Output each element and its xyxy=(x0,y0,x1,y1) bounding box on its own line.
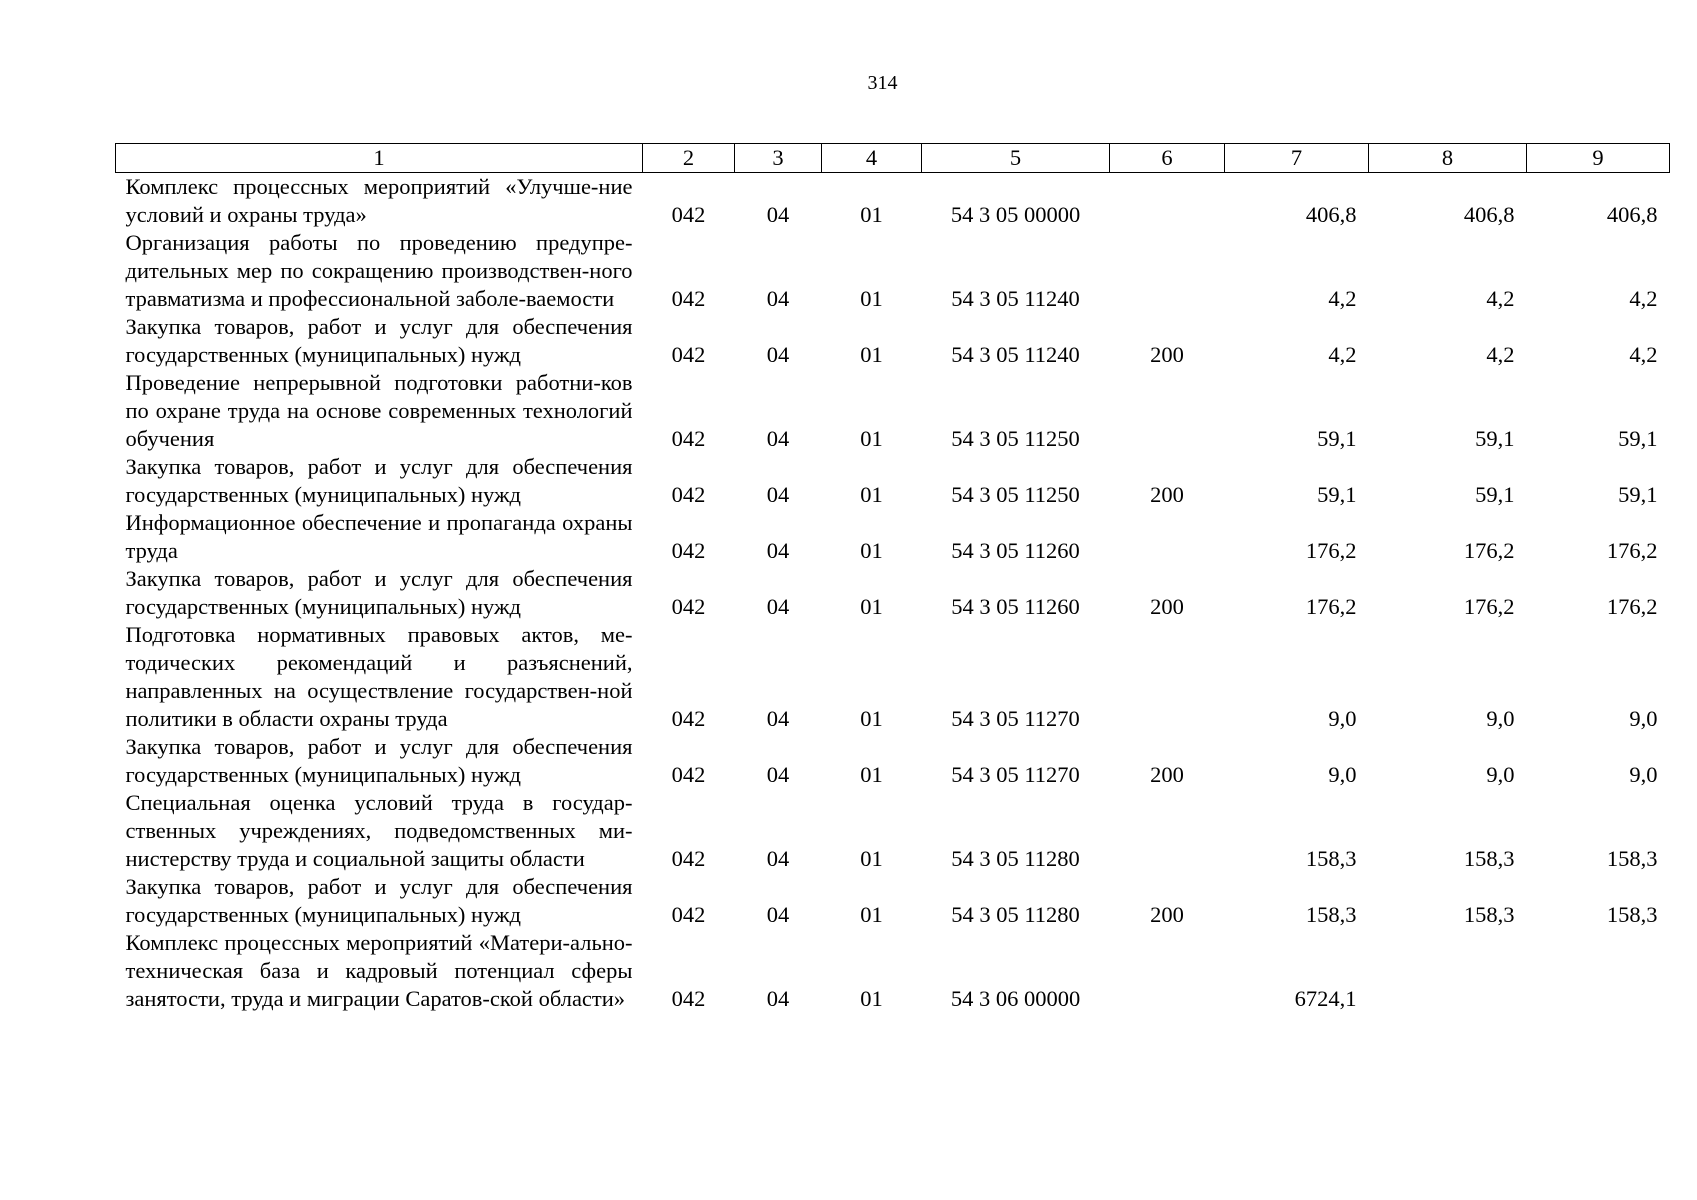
column-header: 6 xyxy=(1110,144,1225,173)
expense-type-cell xyxy=(1110,789,1225,873)
amount-cell: 9,0 xyxy=(1328,762,1357,787)
amount-cell: 9,0 xyxy=(1328,706,1357,731)
amount-cell: 158,3 xyxy=(1305,846,1357,871)
code-cell: 042 xyxy=(671,706,706,731)
section-cell: 04 xyxy=(766,538,790,563)
amount-cell: 176,2 xyxy=(1305,594,1357,619)
amount-cell: 158,3 xyxy=(1606,902,1658,927)
amount-cell: 4,2 xyxy=(1486,286,1515,311)
expense-type-cell: 200 xyxy=(1150,902,1184,927)
table-row xyxy=(116,313,1670,369)
amount-cell: 176,2 xyxy=(1606,538,1658,563)
code-cell: 042 xyxy=(671,286,706,311)
amount-cell: 158,3 xyxy=(1305,902,1357,927)
subsection-cell: 01 xyxy=(860,286,883,311)
table-row xyxy=(116,621,1670,733)
expense-type-cell xyxy=(1110,173,1225,230)
section-cell: 04 xyxy=(766,342,790,367)
expense-type-cell xyxy=(1110,509,1225,565)
table-row xyxy=(116,173,1670,230)
target-article-cell: 54 3 05 11250 xyxy=(951,482,1080,507)
subsection-cell: 01 xyxy=(860,762,883,787)
target-article-cell: 54 3 06 00000 xyxy=(950,986,1081,1011)
expense-type-cell xyxy=(1110,621,1225,733)
amount-cell: 158,3 xyxy=(1463,846,1515,871)
section-cell: 04 xyxy=(766,846,790,871)
section-cell: 04 xyxy=(766,286,790,311)
section-cell: 04 xyxy=(766,202,790,227)
code-cell: 042 xyxy=(671,426,706,451)
item-name-cell: Информационное обеспечение и пропаганда охраны труда xyxy=(125,510,633,563)
table-row xyxy=(116,369,1670,453)
item-name-cell: Закупка товаров, работ и услуг для обеспечения государственных (муниципальных) нужд xyxy=(125,566,633,619)
amount-cell: 176,2 xyxy=(1463,538,1515,563)
target-article-cell: 54 3 05 11280 xyxy=(951,902,1080,927)
table-row xyxy=(116,789,1670,873)
code-cell: 042 xyxy=(671,202,706,227)
expense-type-cell: 200 xyxy=(1150,762,1184,787)
item-name-cell: Проведение непрерывной подготовки работни-ков по охране труда на основе современных технологий обучения xyxy=(125,370,633,451)
amount-cell: 4,2 xyxy=(1629,286,1658,311)
code-cell: 042 xyxy=(671,482,706,507)
subsection-cell: 01 xyxy=(860,902,883,927)
header-row xyxy=(116,144,1670,173)
page-number: 314 xyxy=(867,72,898,94)
amount-cell: 59,1 xyxy=(1317,426,1357,451)
code-cell: 042 xyxy=(671,538,706,563)
expense-type-cell xyxy=(1110,369,1225,453)
column-header: 4 xyxy=(822,144,922,173)
item-name-cell: Закупка товаров, работ и услуг для обеспечения государственных (муниципальных) нужд xyxy=(125,454,633,507)
amount-cell: 158,3 xyxy=(1463,902,1515,927)
target-article-cell: 54 3 05 11250 xyxy=(951,426,1080,451)
table-row xyxy=(116,229,1670,313)
code-cell: 042 xyxy=(671,762,706,787)
amount-cell: 59,1 xyxy=(1475,482,1515,507)
item-name-cell: Комплекс процессных мероприятий «Улучше-ние условий и охраны труда» xyxy=(125,174,633,227)
target-article-cell: 54 3 05 11280 xyxy=(951,846,1080,871)
expense-type-cell: 200 xyxy=(1150,342,1184,367)
amount-cell: 406,8 xyxy=(1606,202,1658,227)
expense-type-cell: 200 xyxy=(1150,594,1184,619)
column-header: 8 xyxy=(1369,144,1527,173)
amount-cell: 176,2 xyxy=(1305,538,1357,563)
expense-type-cell: 200 xyxy=(1150,482,1184,507)
subsection-cell: 01 xyxy=(860,986,883,1011)
amount-cell: 4,2 xyxy=(1629,342,1658,367)
section-cell: 04 xyxy=(766,426,790,451)
subsection-cell: 01 xyxy=(860,706,883,731)
column-header: 1 xyxy=(116,144,643,173)
target-article-cell: 54 3 05 00000 xyxy=(950,202,1081,227)
expense-type-cell xyxy=(1110,929,1225,1013)
amount-cell: 9,0 xyxy=(1486,762,1515,787)
target-article-cell: 54 3 05 11270 xyxy=(951,706,1080,731)
table-row xyxy=(116,873,1670,929)
subsection-cell: 01 xyxy=(860,594,883,619)
amount-cell: 59,1 xyxy=(1475,426,1515,451)
section-cell: 04 xyxy=(766,706,790,731)
column-header: 7 xyxy=(1225,144,1369,173)
amount-cell: 9,0 xyxy=(1629,706,1658,731)
target-article-cell: 54 3 05 11260 xyxy=(951,538,1080,563)
subsection-cell: 01 xyxy=(860,202,883,227)
target-article-cell: 54 3 05 11240 xyxy=(951,342,1080,367)
section-cell: 04 xyxy=(766,482,790,507)
amount-cell: 6724,1 xyxy=(1294,986,1357,1011)
expense-type-cell xyxy=(1110,229,1225,313)
item-name-cell: Закупка товаров, работ и услуг для обеспечения государственных (муниципальных) нужд xyxy=(125,314,633,367)
subsection-cell: 01 xyxy=(860,538,883,563)
section-cell: 04 xyxy=(766,902,790,927)
target-article-cell: 54 3 05 11260 xyxy=(951,594,1080,619)
column-header: 9 xyxy=(1527,144,1670,173)
amount-cell: 406,8 xyxy=(1305,202,1357,227)
amount-cell: 4,2 xyxy=(1328,342,1357,367)
amount-cell: 59,1 xyxy=(1618,426,1658,451)
table-row xyxy=(116,453,1670,509)
subsection-cell: 01 xyxy=(860,846,883,871)
target-article-cell: 54 3 05 11240 xyxy=(951,286,1080,311)
item-name-cell: Закупка товаров, работ и услуг для обеспечения государственных (муниципальных) нужд xyxy=(125,734,633,787)
item-name-cell: Комплекс процессных мероприятий «Матери-ально-техническая база и кадровый потенциал сферы занятости, труда и миграции Саратов-ской области» xyxy=(125,930,633,1011)
item-name-cell: Подготовка нормативных правовых актов, ме-тодических рекомендаций и разъяснений, направленных на осуществление государствен-ной политики в области охраны труда xyxy=(125,622,633,731)
amount-cell: 4,2 xyxy=(1328,286,1357,311)
item-name-cell: Закупка товаров, работ и услуг для обеспечения государственных (муниципальных) нужд xyxy=(125,874,633,927)
code-cell: 042 xyxy=(671,594,706,619)
table-row xyxy=(116,509,1670,565)
budget-table xyxy=(115,143,1670,1013)
subsection-cell: 01 xyxy=(860,426,883,451)
column-header: 2 xyxy=(643,144,735,173)
amount-cell xyxy=(1369,929,1527,1013)
section-cell: 04 xyxy=(766,594,790,619)
table-row xyxy=(116,929,1670,1013)
amount-cell: 158,3 xyxy=(1606,846,1658,871)
amount-cell: 59,1 xyxy=(1317,482,1357,507)
subsection-cell: 01 xyxy=(860,342,883,367)
subsection-cell: 01 xyxy=(860,482,883,507)
code-cell: 042 xyxy=(671,902,706,927)
section-cell: 04 xyxy=(766,762,790,787)
item-name-cell: Специальная оценка условий труда в государ-ственных учреждениях, подведомственных ми-нистерству труда и социальной защиты области xyxy=(125,790,633,871)
amount-cell: 406,8 xyxy=(1463,202,1515,227)
amount-cell: 9,0 xyxy=(1629,762,1658,787)
code-cell: 042 xyxy=(671,846,706,871)
code-cell: 042 xyxy=(671,986,706,1011)
amount-cell: 9,0 xyxy=(1486,706,1515,731)
amount-cell: 176,2 xyxy=(1463,594,1515,619)
amount-cell: 176,2 xyxy=(1606,594,1658,619)
target-article-cell: 54 3 05 11270 xyxy=(951,762,1080,787)
table-body xyxy=(116,173,1670,1014)
amount-cell: 4,2 xyxy=(1486,342,1515,367)
amount-cell xyxy=(1527,929,1670,1013)
table-row xyxy=(116,733,1670,789)
column-header: 5 xyxy=(922,144,1110,173)
amount-cell: 59,1 xyxy=(1618,482,1658,507)
column-header: 3 xyxy=(735,144,822,173)
table-row xyxy=(116,565,1670,621)
code-cell: 042 xyxy=(671,342,706,367)
item-name-cell: Организация работы по проведению предупре-дительных мер по сокращению производствен-ного травматизма и профессиональной заболе-ваемости xyxy=(125,230,633,311)
section-cell: 04 xyxy=(766,986,790,1011)
